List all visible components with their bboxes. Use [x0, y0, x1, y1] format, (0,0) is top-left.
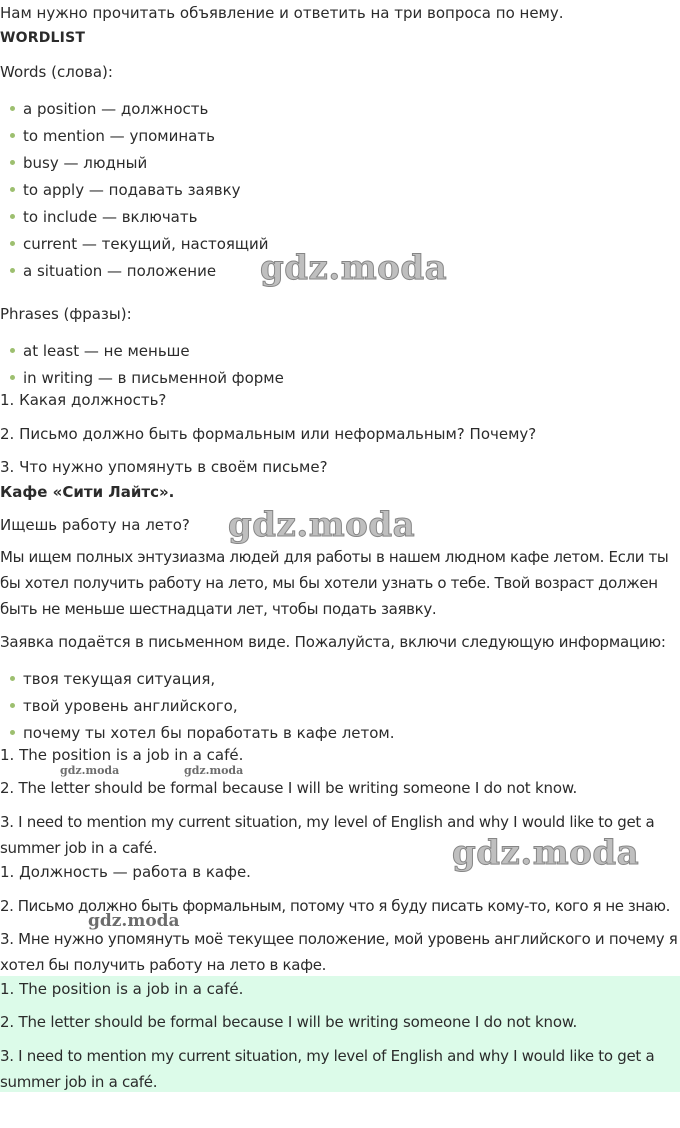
- bullet-dot: [10, 106, 15, 111]
- ad-list-item: [10, 724, 395, 742]
- word-item: [10, 262, 216, 280]
- watermark-small: gdz.moda: [184, 764, 244, 777]
- phrases-heading: Phrases (фразы):: [0, 305, 132, 323]
- word-text: to mention — упоминать: [23, 127, 215, 145]
- ad-list-text: твой уровень английского,: [23, 697, 238, 715]
- answer-highlight-1: 1. The position is a job in a café.: [0, 980, 244, 998]
- word-item: [10, 154, 147, 172]
- answer-highlight-3: 3. I need to mention my current situation, my level of English and why I would like to get a summer job in a café.: [0, 1047, 655, 1091]
- phrase-item: [10, 342, 190, 360]
- wordlist-title: WORDLIST: [0, 30, 86, 46]
- bullet-dot: [10, 375, 15, 380]
- word-text: current — текущий, настоящий: [23, 235, 269, 253]
- watermark-small: gdz.moda: [60, 764, 120, 777]
- phrase-item: [10, 369, 284, 387]
- word-text: busy — людный: [23, 154, 148, 172]
- ad-line1: Ищешь работу на лето?: [0, 516, 190, 534]
- words-heading: Words (слова):: [0, 63, 113, 81]
- word-text: to apply — подавать заявку: [23, 181, 241, 199]
- answer-en-1: 1. The position is a job in a café.: [0, 746, 244, 764]
- ad-list-text: почему ты хотел бы поработать в кафе летом.: [23, 724, 395, 742]
- word-text: to include — включать: [23, 208, 198, 226]
- ad-para1: Мы ищем полных энтузиазма людей для работы в нашем людном кафе летом. Если ты бы хотел получить работу на лето, мы бы хотели узнать о тебе. Твой возраст должен быть не меньше шестнадцати лет, чтобы подать заявку.: [0, 548, 669, 618]
- intro-text: Нам нужно прочитать объявление и ответить на три вопроса по нему.: [0, 4, 564, 22]
- watermark-logo: gdz.moda: [260, 248, 448, 288]
- ad-para2: Заявка подаётся в письменном виде. Пожалуйста, включи следующую информацию:: [0, 633, 666, 651]
- bullet-dot: [10, 268, 15, 273]
- bullet-dot: [10, 241, 15, 246]
- answer-ru-3: 3. Мне нужно упомянуть моё текущее положение, мой уровень английского и почему я хотел бы получить работу на лето в кафе.: [0, 930, 678, 974]
- bullet-dot: [10, 348, 15, 353]
- answer-ru-2: 2. Письмо должно быть формальным, потому что я буду писать кому-то, кого я не знаю.: [0, 897, 670, 915]
- watermark-logo: gdz.moda: [452, 833, 640, 873]
- phrase-text: at least — не меньше: [23, 342, 190, 360]
- answer-en-3: 3. I need to mention my current situation, my level of English and why I would like to get a summer job in a café.: [0, 813, 655, 857]
- word-item: [10, 235, 269, 253]
- bullet-dot: [10, 187, 15, 192]
- watermark-small: gdz.moda: [88, 911, 180, 931]
- word-text: a position — должность: [23, 100, 209, 118]
- bullet-dot: [10, 133, 15, 138]
- question-ru-3: 3. Что нужно упомянуть в своём письме?: [0, 458, 328, 476]
- ad-list-text: твоя текущая ситуация,: [23, 670, 216, 688]
- ad-list-item: [10, 697, 238, 715]
- ad-title: Кафе «Сити Лайтс».: [0, 483, 175, 501]
- word-item: [10, 100, 208, 118]
- word-item: [10, 208, 197, 226]
- answer-en-2: 2. The letter should be formal because I will be writing someone I do not know.: [0, 779, 578, 797]
- answer-highlight-2: 2. The letter should be formal because I will be writing someone I do not know.: [0, 1013, 578, 1031]
- bullet-dot: [10, 703, 15, 708]
- word-item: [10, 181, 241, 199]
- bullet-dot: [10, 214, 15, 219]
- bullet-dot: [10, 676, 15, 681]
- question-ru-2: 2. Письмо должно быть формальным или неформальным? Почему?: [0, 425, 537, 443]
- answer-ru-1: 1. Должность — работа в кафе.: [0, 863, 251, 881]
- question-ru-1: 1. Какая должность?: [0, 391, 167, 409]
- word-item: [10, 127, 215, 145]
- phrase-text: in writing — в письменной форме: [23, 369, 284, 387]
- word-text: a situation — положение: [23, 262, 217, 280]
- watermark-logo: gdz.moda: [228, 505, 416, 545]
- ad-list-item: [10, 670, 215, 688]
- bullet-dot: [10, 160, 15, 165]
- bullet-dot: [10, 730, 15, 735]
